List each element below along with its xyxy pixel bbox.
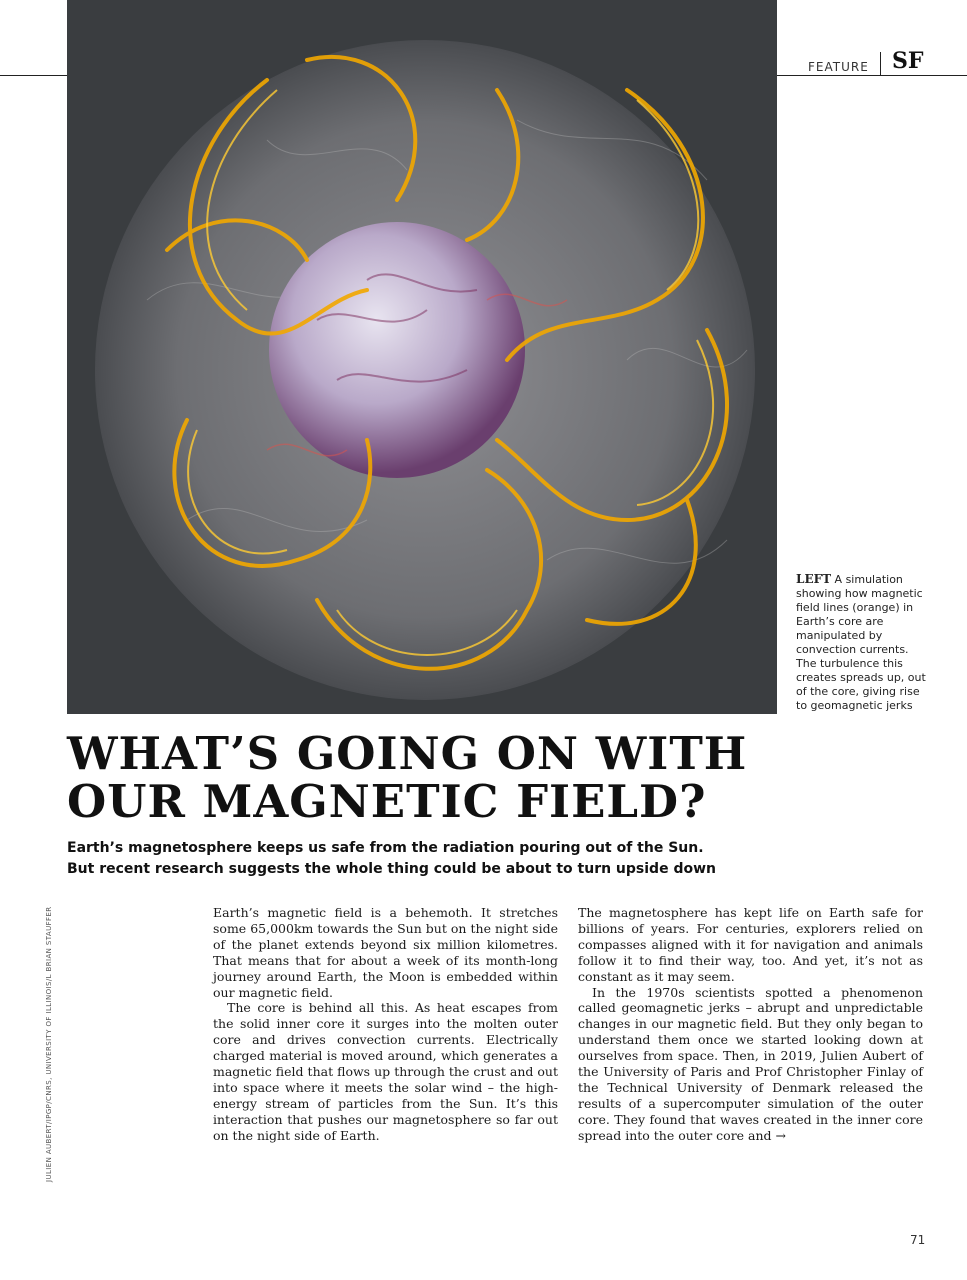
caption-text: A simulation showing how magnetic field lines (orange) in Earth’s core are manipulated by convection currents. The turbulence this creates spreads up, out of the core, giving rise to geomagnetic jerks [796, 573, 926, 712]
body-column-1 [213, 905, 558, 1144]
body-paragraph: In the 1970s scientists spotted a phenomenon called geomagnetic jerks – abrupt and unpredictable changes in our magnetic field. But they only began to understand them once we started looking down at ourselves from space. Then, in 2019, Julien Aubert of the University of Paris and Prof Christopher Finlay of the Technical University of Denmark released the results of a supercomputer simulation of the outer core. They found that waves created in the inner core spread into the outer core and → [578, 984, 923, 1143]
magazine-logo: SF [892, 48, 924, 74]
header-rule-right [777, 75, 967, 76]
body-paragraph: The magnetosphere has kept life on Earth safe for billions of years. For centuries, explorers relied on compasses aligned with it for navigation and animals follow it to find their way, too. And yet, it’s not as constant as it may seem. [578, 905, 923, 984]
section-divider [880, 52, 881, 76]
standfirst-line-2: But recent research suggests the whole thing could be about to turn upside down [67, 861, 716, 877]
image-caption [796, 572, 926, 713]
headline-line-2: OUR MAGNETIC FIELD? [67, 775, 707, 828]
photo-credit: JULIEN AUBERT/IPGP/CNRS, UNIVERSITY OF ILLINOIS/L BRIAN STAUFFER [45, 906, 53, 1182]
caption-lead: LEFT [796, 572, 832, 586]
standfirst-line-1: Earth’s magnetosphere keeps us safe from the radiation pouring out of the Sun. [67, 840, 704, 856]
body-column-2 [578, 905, 923, 1144]
header-rule-left [0, 75, 67, 76]
headline-line-1: WHAT’S GOING ON WITH [67, 727, 748, 780]
headline [67, 727, 767, 828]
body-paragraph: The core is behind all this. As heat escapes from the solid inner core it surges into the molten outer core and drives convection currents. Electrically charged material is moved around, which generates a magnetic field that flows up through the crust and out into space where it meets the solar wind – the high-energy stream of particles from the Sun. It’s this interaction that pushes our magnetosphere so far out on the night side of Earth. [213, 1000, 558, 1143]
magnetic-field-simulation-image [67, 0, 777, 714]
section-label: FEATURE [808, 60, 869, 74]
page-number: 71 [910, 1233, 926, 1247]
standfirst [67, 838, 827, 880]
hero-image [67, 0, 777, 714]
body-paragraph: Earth’s magnetic field is a behemoth. It stretches some 65,000km towards the Sun but on the night side of the planet extends beyond six million kilometres. That means that for about a week of its month-long journey around Earth, the Moon is embedded within our magnetic field. [213, 905, 558, 1000]
